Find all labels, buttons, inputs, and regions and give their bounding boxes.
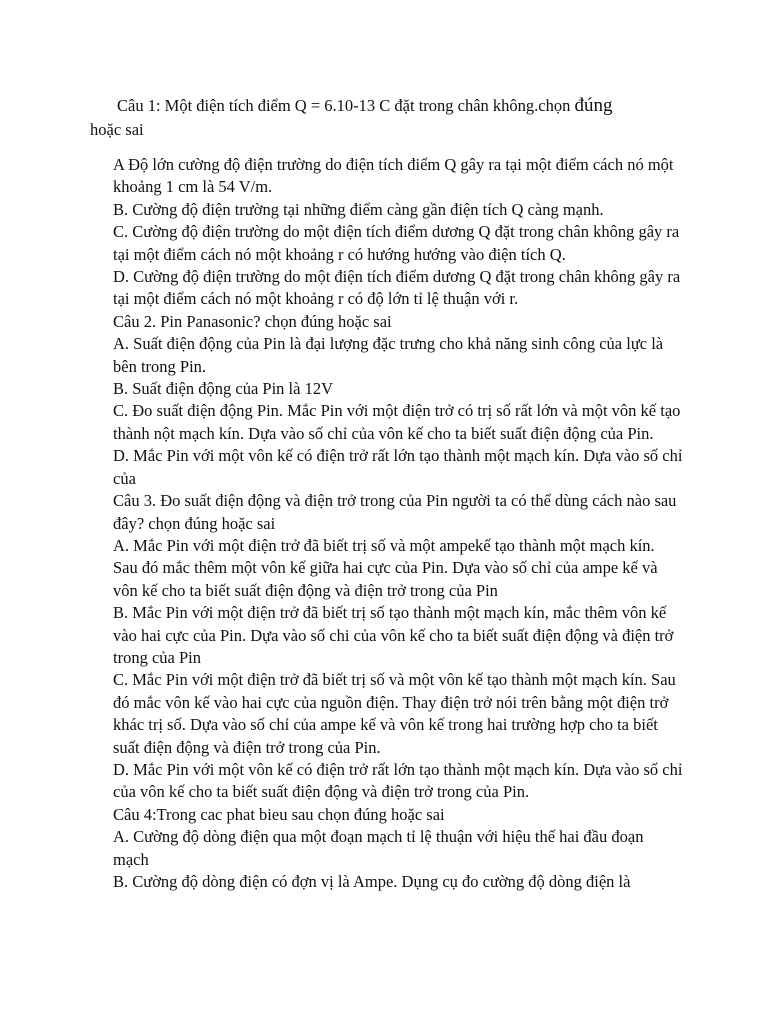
paragraph: D. Mắc Pin với một vôn kế có điện trở rất lớn tạo thành một mạch kín. Dựa vào số chỉ của vôn kế cho ta biết suất điện động và điện trở trong của Pin. — [113, 759, 683, 802]
paragraph: D. Cường độ điện trường do một điện tích điểm dương Q đặt trong chân không gây ra tại một điểm cách nó một khoảng r có độ lớn tỉ lệ thuận với r. — [113, 267, 681, 309]
document-body — [113, 154, 683, 893]
question-heading: Câu 3. Đo suất điện động và điện trở trong của Pin người ta có thể dùng cách nào sau đây? chọn đúng hoặc sai — [113, 491, 677, 533]
question-heading: Câu 2. Pin Panasonic? chọn đúng hoặc sai — [113, 311, 392, 331]
paragraph: C. Mắc Pin với một điện trở đã biết trị số và một vôn kế tạo thành một mạch kín. Sau đó mắc vôn kế vào hai cực của nguồn điện. Thay điện trở nói trên bằng một điện trở khác trị số. Dựa vào số chỉ của ampe kế và vôn kế trong hai trường hợp cho ta biết suất điện động và điện trở trong của Pin. — [113, 670, 676, 757]
question-1-tail: hoặc sai — [90, 120, 144, 139]
paragraph: B. Mắc Pin với một điện trở đã biết trị số tạo thành một mạch kín, mắc thêm vôn kế vào hai cực của Pin. Dựa vào số chi của vôn kế cho ta biết suất điện động và điện trở trong của Pin — [113, 603, 674, 667]
question-heading: Câu 4:Trong cac phat bieu sau chọn đúng hoặc sai — [113, 804, 445, 824]
paragraph: D. Mắc Pin với một vôn kế có điện trở rất lớn tạo thành một mạch kín. Dựa vào số chỉ của — [113, 446, 683, 488]
paragraph: A. Suất điện động của Pin là đại lượng đặc trưng cho khả năng sinh công của lực là bên trong Pin. — [113, 334, 664, 376]
question-1-emphasis: đúng — [574, 95, 613, 116]
paragraph: A Độ lớn cường độ điện trường do điện tích điểm Q gây ra tại một điểm cách nó một khoảng 1 cm là 54 V/m. — [113, 155, 674, 197]
paragraph: A. Mắc Pin với một điện trở đã biết trị số và một ampekế tạo thành một mạch kín. Sau đó mắc thêm một vôn kế giữa hai cực của Pin. Dựa vào số chỉ của ampe kế và vôn kế cho ta biết suất điện động và điện trở trong của Pin — [113, 535, 658, 600]
paragraph: B. Suất điện động của Pin là 12V — [113, 379, 333, 399]
paragraph: C. Đo suất điện động Pin. Mắc Pin với một điện trở có trị số rất lớn và một vôn kế tạo thành nột mạch kín. Dựa vào số chỉ của vôn kế cho ta biết suất điện động của Pin. — [113, 401, 681, 443]
question-1-text: Câu 1: Một điện tích điểm Q = 6.10-13 C đặt trong chân không.chọn — [117, 96, 575, 115]
paragraph: C. Cường độ điện trường do một điện tích điểm dương Q đặt trong chân không gây ra tại một điểm cách nó một khoảng r có hướng hướng vào điện tích Q. — [113, 222, 680, 264]
paragraph: B. Cường độ dòng điện có đợn vị là Ampe. Dụng cụ đo cường độ dòng điện là — [113, 872, 631, 891]
question-1-heading — [90, 94, 680, 142]
paragraph: A. Cường độ dòng điện qua một đoạn mạch tỉ lệ thuận với hiệu thế hai đầu đoạn mạch — [113, 827, 644, 869]
paragraph: B. Cường độ điện trường tại những điểm càng gần điện tích Q càng mạnh. — [113, 199, 604, 219]
